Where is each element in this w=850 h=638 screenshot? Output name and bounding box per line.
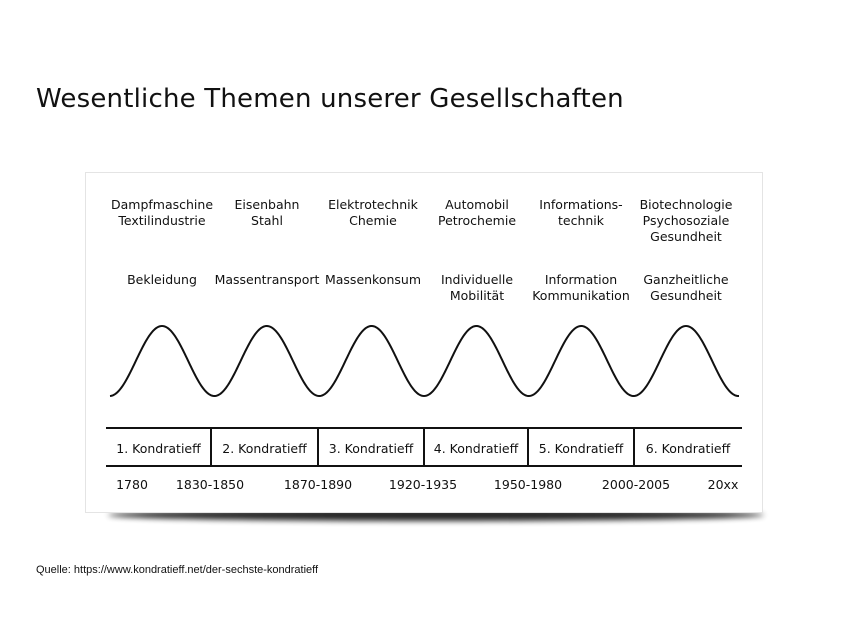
cycle-label: 4. Kondratieff [433,440,519,456]
cycle-cell [528,429,634,467]
innovation-label-line: Elektrotechnik [328,197,418,212]
year-label: 20xx [707,477,739,492]
innovation-label-line: Textilindustrie [118,213,206,228]
year-label: 1830-1850 [175,477,245,492]
cycle-label: 3. Kondratieff [328,440,414,456]
innovation-label [630,197,742,245]
cycle-cell [106,429,211,467]
wave-curve [110,326,739,396]
year-label: 1950-1980 [493,477,563,492]
innovation-label-line: Automobil [445,197,509,212]
need-label [106,272,218,288]
cycle-divider [423,427,425,467]
cycle-cell [424,429,528,467]
innovation-label-line: Petrochemie [437,213,517,228]
cycle-label: 1. Kondratieff [116,440,201,456]
cycle-label: 2. Kondratieff [222,440,307,456]
innovation-label [421,197,533,229]
need-label-line: Information [544,272,618,287]
innovation-label [211,197,323,229]
need-label [211,272,323,288]
need-label [317,272,429,288]
innovation-label-line: technik [557,213,605,228]
need-label-line: Individuelle [440,272,514,287]
cycle-label: 5. Kondratieff [538,440,624,456]
need-label-line: Gesundheit [650,288,722,303]
need-label-line: Massenkonsum [324,272,422,287]
innovation-label-line: Stahl [251,213,283,228]
cycle-cell [634,429,742,467]
need-label [630,272,742,304]
need-label [525,272,637,304]
cycle-cell [318,429,424,467]
slide-title: Wesentliche Themen unserer Gesellschaften [36,84,624,114]
need-label-line: Bekleidung [127,272,197,287]
year-label: 2000-2005 [601,477,671,492]
cycle-label: 6. Kondratieff [645,440,731,456]
innovation-label [525,197,637,229]
source-citation: Quelle: https://www.kondratieff.net/der-sechste-kondratieff [36,564,319,576]
innovation-label-line: Informations- [539,197,623,212]
innovation-label-line: Psychosoziale [642,213,730,228]
innovation-label [106,197,218,229]
need-label-line: Kommunikation [532,288,630,303]
innovation-label [317,197,429,229]
cycle-divider [317,427,319,467]
cycle-divider [633,427,635,467]
year-label: 1780 [116,477,148,492]
need-label-line: Mobilität [449,288,505,303]
need-label-line: Massentransport [214,272,320,287]
year-label: 1920-1935 [388,477,458,492]
innovation-label-line: Eisenbahn [234,197,300,212]
innovation-label-line: Dampfmaschine [110,197,214,212]
year-label: 1870-1890 [283,477,353,492]
innovation-label-line: Chemie [349,213,397,228]
cycle-divider [527,427,529,467]
cycle-divider [210,427,212,467]
need-label [421,272,533,304]
kondratieff-diagram [85,172,763,513]
cycle-cell [211,429,318,467]
innovation-label-line: Gesundheit [650,229,722,244]
need-label-line: Ganzheitliche [643,272,729,287]
innovation-label-line: Biotechnologie [639,197,733,212]
